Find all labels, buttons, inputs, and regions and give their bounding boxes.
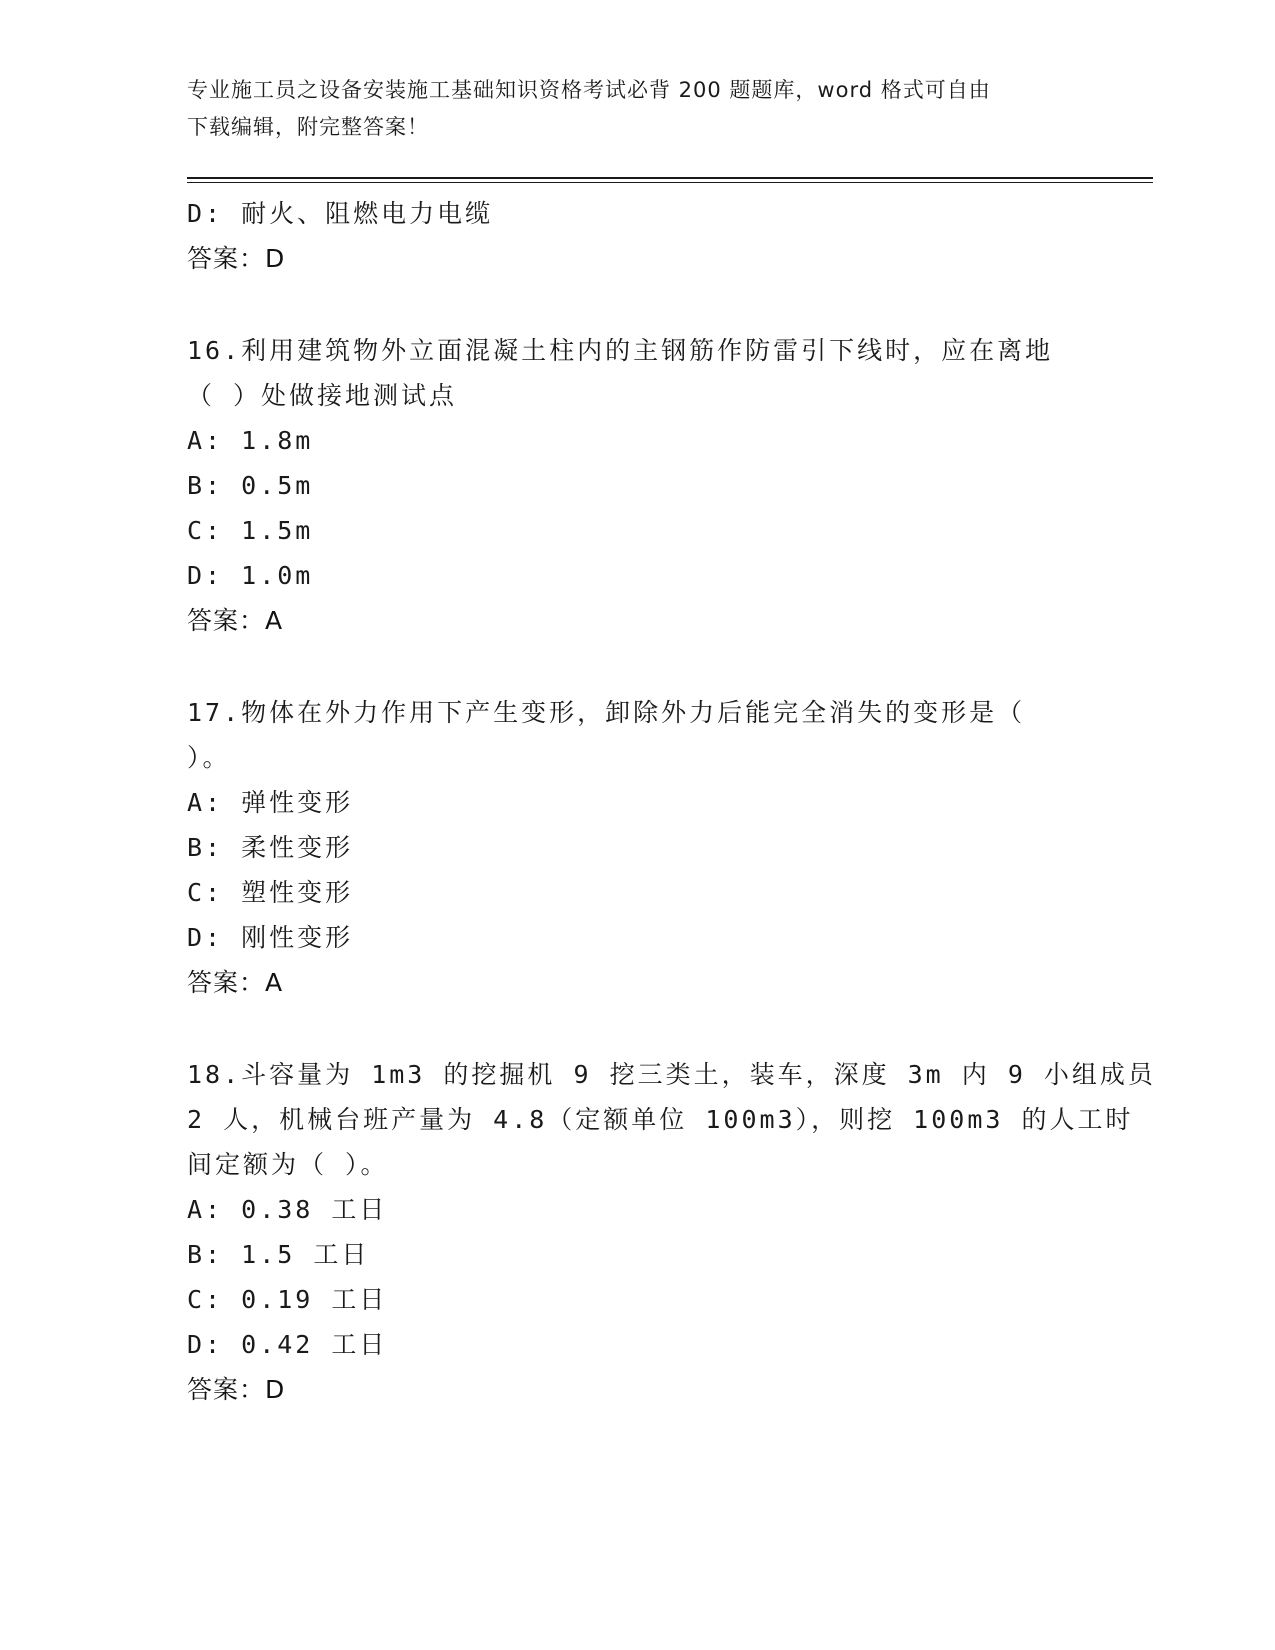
question-text-line-1: 17.物体在外力作用下产生变形，卸除外力后能完全消失的变形是（ <box>187 698 1026 727</box>
question-text-line-1: 18.斗容量为 1m3 的挖掘机 9 挖三类土，装车，深度 3m 内 9 小组成员 <box>187 1060 1156 1089</box>
question-list <box>187 191 1156 1412</box>
option-d: D: 1.0m <box>187 561 314 590</box>
answer-line: 答案：D <box>187 244 286 273</box>
question-text-line-2: （ ）处做接地测试点 <box>187 381 458 410</box>
question-18 <box>187 1052 1156 1412</box>
option-b: B: 0.5m <box>187 471 314 500</box>
option-d: D: 耐火、阻燃电力电缆 <box>187 199 494 228</box>
question-17 <box>187 690 1087 1005</box>
prev-question-tail <box>187 191 1087 281</box>
option-b: B: 柔性变形 <box>187 833 354 862</box>
question-text-line-2: 2 人，机械台班产量为 4.8（定额单位 100m3），则挖 100m3 的人工时 <box>187 1105 1134 1134</box>
question-text-line-1: 16.利用建筑物外立面混凝土柱内的主钢筋作防雷引下线时，应在离地 <box>187 336 1054 365</box>
header-rule-thin <box>187 182 1153 183</box>
answer-line: 答案：D <box>187 1375 286 1404</box>
question-16 <box>187 328 1087 643</box>
answer-line: 答案：A <box>187 968 284 997</box>
spacer <box>187 1005 1087 1052</box>
option-a: A: 弹性变形 <box>187 788 354 817</box>
option-d: D: 0.42 工日 <box>187 1330 388 1359</box>
option-a: A: 0.38 工日 <box>187 1195 388 1224</box>
option-c: C: 1.5m <box>187 516 314 545</box>
answer-line: 答案：A <box>187 606 284 635</box>
question-text-line-2: ）。 <box>187 743 231 772</box>
option-b: B: 1.5 工日 <box>187 1240 370 1269</box>
header-title-line-1: 专业施工员之设备安装施工基础知识资格考试必背 200 题题库，word 格式可自由 <box>187 78 991 102</box>
header-rule-thick <box>187 177 1153 179</box>
option-d: D: 刚性变形 <box>187 923 354 952</box>
document-header <box>187 72 1067 146</box>
question-text-line-3: 间定额为（ ）。 <box>187 1150 389 1179</box>
option-a: A: 1.8m <box>187 426 314 455</box>
header-title-line-2: 下载编辑，附完整答案！ <box>187 115 429 139</box>
spacer <box>187 643 1087 690</box>
spacer <box>187 281 1087 328</box>
option-c: C: 0.19 工日 <box>187 1285 388 1314</box>
option-c: C: 塑性变形 <box>187 878 354 907</box>
